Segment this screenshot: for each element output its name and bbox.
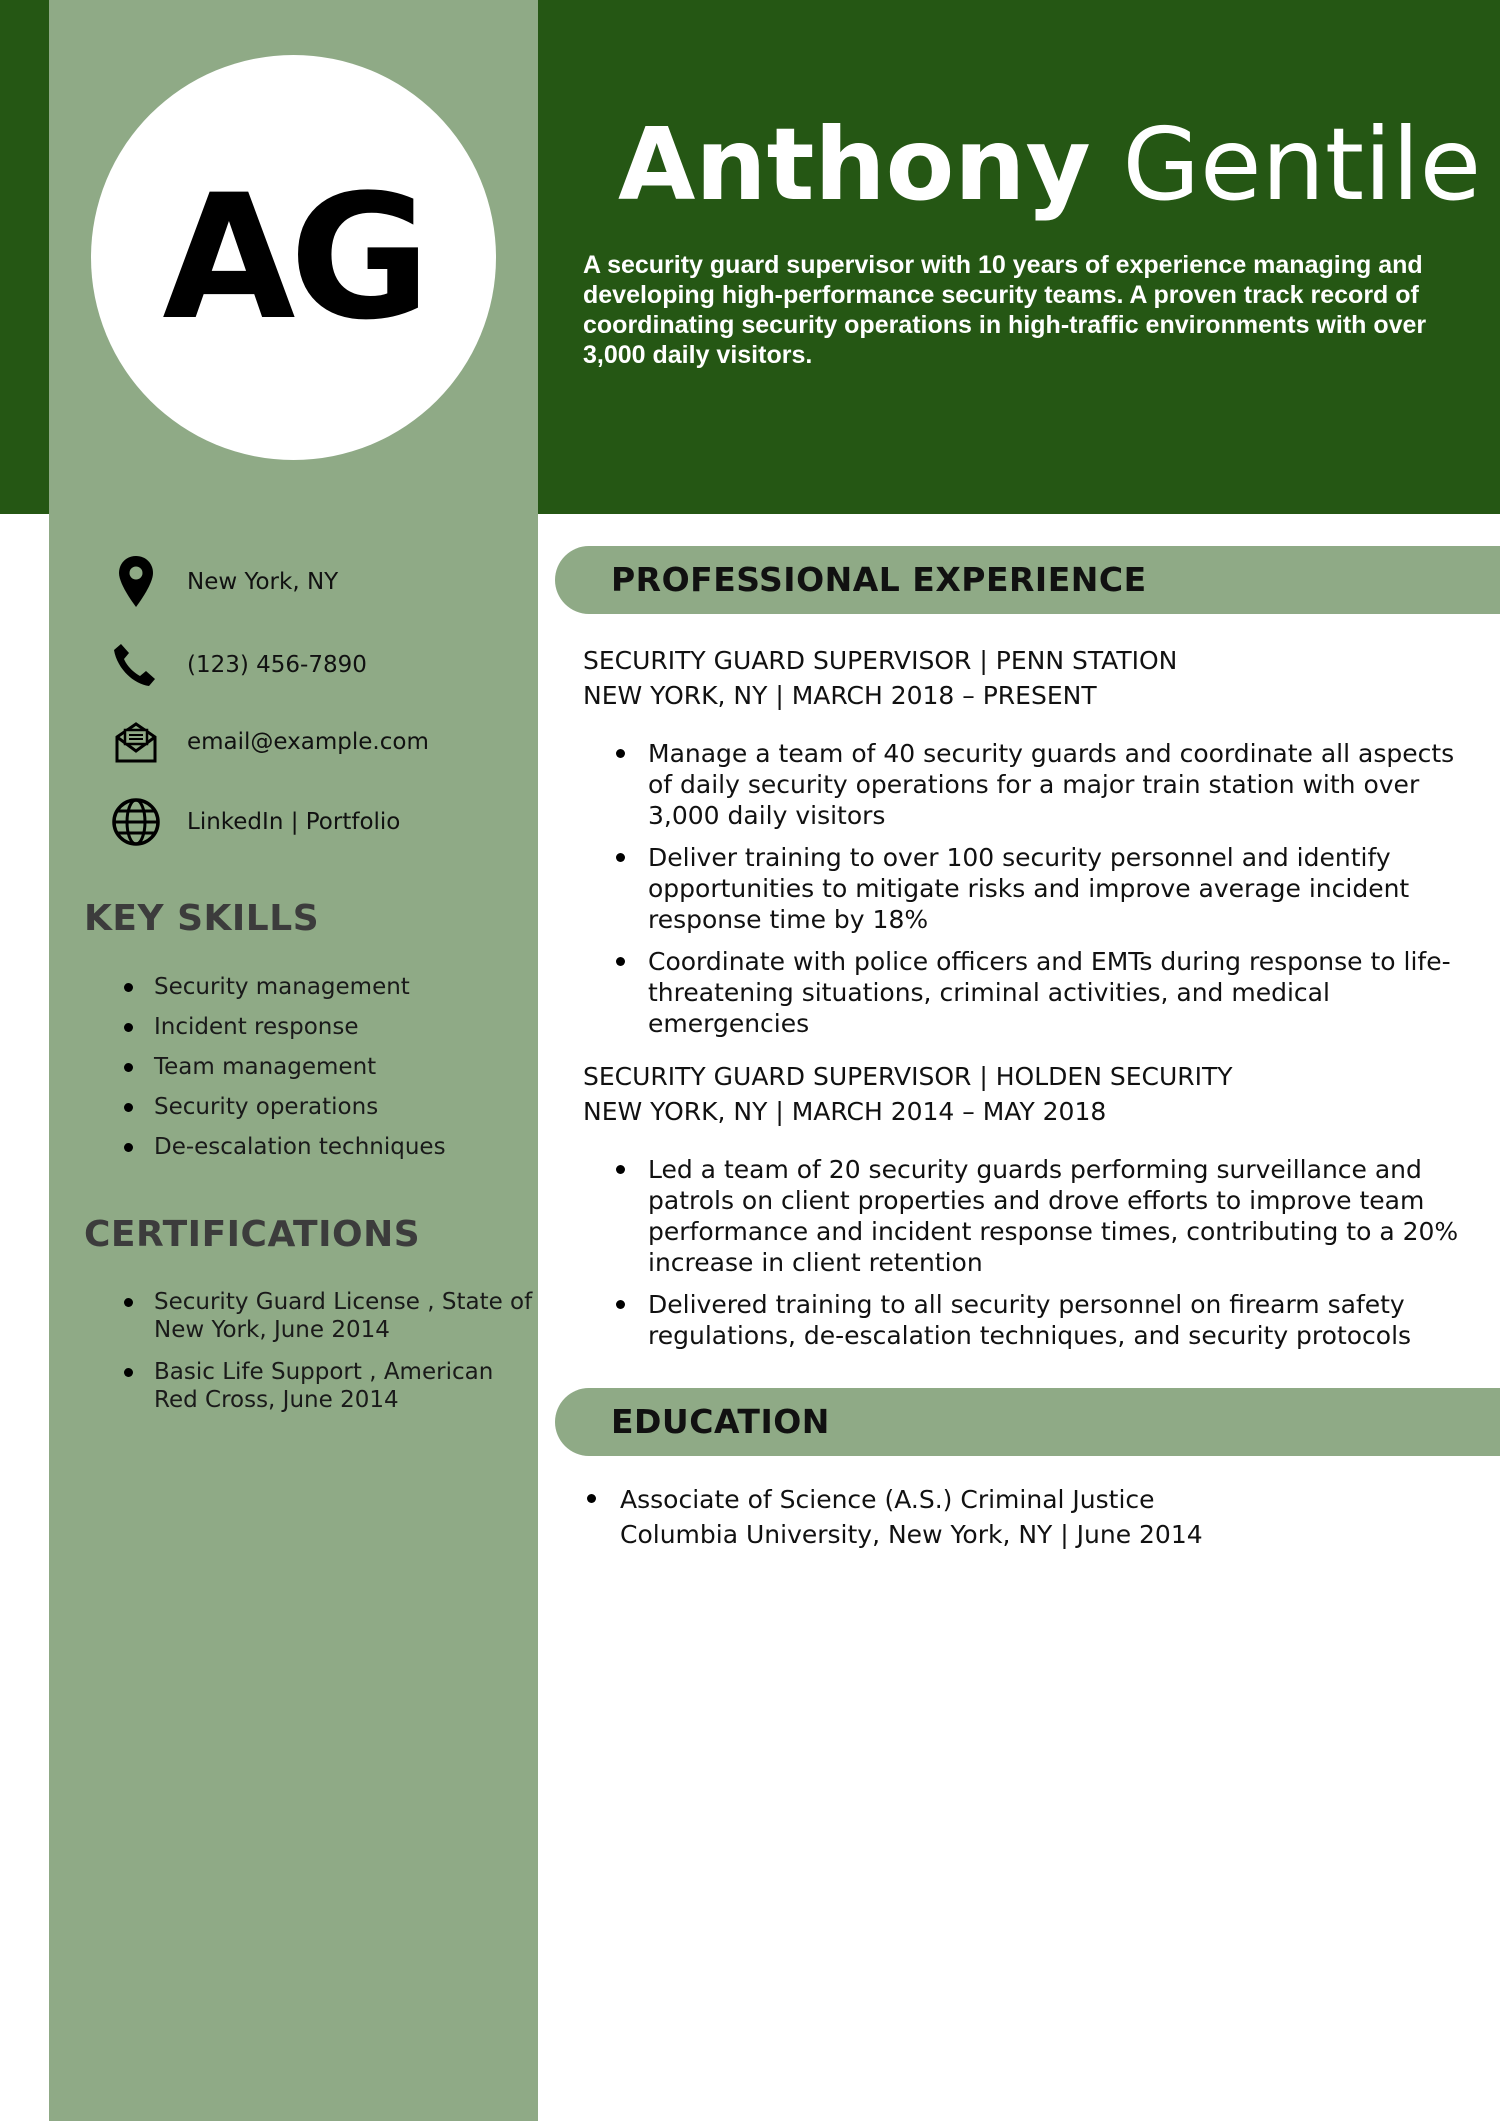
certifications-heading: CERTIFICATIONS xyxy=(84,1214,421,1255)
education-section-bar xyxy=(555,1388,1500,1456)
location-text: New York, NY xyxy=(187,569,339,595)
list-item: Delivered training to all security personnel on firearm safety regulations, de-escalation techniques, and security protocols xyxy=(648,1289,1478,1351)
experience-heading: PROFESSIONAL EXPERIENCE xyxy=(611,560,1147,599)
globe-icon xyxy=(110,796,162,848)
monogram-circle xyxy=(91,55,496,460)
email-icon xyxy=(110,716,162,768)
skills-list xyxy=(154,972,446,1172)
list-item: Security management xyxy=(154,972,446,1012)
contact-location xyxy=(110,552,339,612)
list-item: Led a team of 20 security guards performing surveillance and patrols on client properties and drove efforts to improve team performance and incident response times, contributing to a 20% increase in client retention xyxy=(648,1154,1478,1278)
job-meta: NEW YORK, NY | MARCH 2014 – MAY 2018 xyxy=(583,1097,1107,1126)
list-item: Deliver training to over 100 security personnel and identify opportunities to mitigate risks and improve average incident response time by 18% xyxy=(648,842,1478,935)
contact-links xyxy=(110,792,401,852)
experience-section-bar xyxy=(555,546,1500,614)
list-item: Team management xyxy=(154,1052,446,1092)
contact-phone xyxy=(110,635,367,695)
education-entry xyxy=(620,1482,1203,1552)
job-bullets xyxy=(648,1154,1478,1362)
candidate-name xyxy=(618,106,1482,223)
list-item: Coordinate with police officers and EMTs during response to life-threatening situations, criminal activities, and medical emergencies xyxy=(648,946,1478,1039)
school: Columbia University, New York, NY | June 2014 xyxy=(620,1520,1203,1549)
list-item: Security Guard License , State of New York, June 2014 xyxy=(154,1289,533,1343)
list-item: Basic Life Support , American Red Cross, June 2014 xyxy=(154,1358,534,1414)
certifications-list xyxy=(154,1288,534,1428)
phone-icon xyxy=(110,639,162,691)
job-bullets xyxy=(648,738,1478,1050)
links-text[interactable]: LinkedIn | Portfolio xyxy=(187,809,401,835)
list-item: De-escalation techniques xyxy=(154,1132,446,1172)
bullet-dot xyxy=(587,1494,596,1503)
degree: Associate of Science (A.S.) Criminal Justice xyxy=(620,1485,1155,1514)
map-pin-icon xyxy=(110,556,162,608)
list-item: Incident response xyxy=(154,1012,446,1052)
profile-summary: A security guard supervisor with 10 years of experience managing and developing high-performance security teams. A proven track record of coordinating security operations in high-traffic environments with over 3,000 daily visitors. xyxy=(583,251,1427,369)
job-title: SECURITY GUARD SUPERVISOR | HOLDEN SECURITY xyxy=(583,1062,1233,1091)
job-meta: NEW YORK, NY | MARCH 2018 – PRESENT xyxy=(583,681,1097,710)
monogram: AG xyxy=(162,157,425,358)
job-title: SECURITY GUARD SUPERVISOR | PENN STATION xyxy=(583,646,1178,675)
contact-email xyxy=(110,712,429,772)
list-item: Security operations xyxy=(154,1092,446,1132)
key-skills-heading: KEY SKILLS xyxy=(84,898,320,939)
phone-text[interactable]: (123) 456-7890 xyxy=(187,652,367,678)
email-text[interactable]: email@example.com xyxy=(187,729,429,755)
last-name: Gentile xyxy=(1122,106,1482,223)
first-name: Anthony xyxy=(618,106,1091,223)
education-heading: EDUCATION xyxy=(611,1402,830,1441)
list-item: Manage a team of 40 security guards and coordinate all aspects of daily security operations for a major train station with over 3,000 daily visitors xyxy=(648,738,1478,831)
